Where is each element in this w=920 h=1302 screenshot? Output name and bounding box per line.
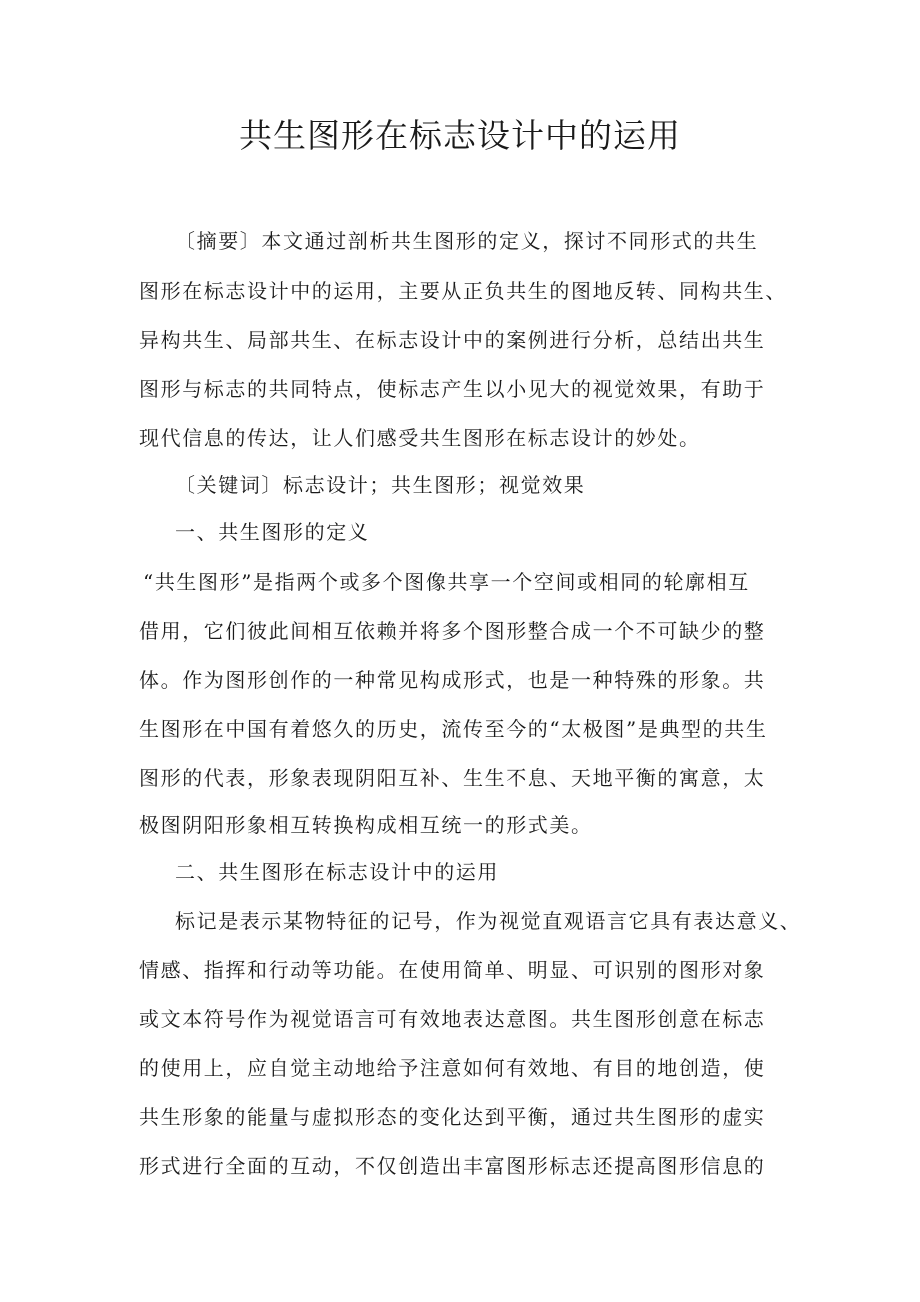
section-1-line-4: 生图形在中国有着悠久的历史，流传至今的“太极图”是典型的共生 <box>139 717 768 741</box>
abstract-line-1: 〔摘要〕本文通过剖析共生图形的定义，探讨不同形式的共生 <box>175 229 759 253</box>
document-title: 共生图形在标志设计中的运用 <box>239 116 681 155</box>
section-1-line-3: 体。作为图形创作的一种常见构成形式，也是一种特殊的形象。共 <box>139 668 766 692</box>
abstract-line-5: 现代信息的传达，让人们感受共生图形在标志设计的妙处。 <box>139 426 701 450</box>
section-2-line-4: 的使用上，应自觉主动地给予注意如何有效地、有目的地创造，使 <box>139 1056 766 1080</box>
abstract-line-3: 异构共生、局部共生、在标志设计中的案例进行分析，总结出共生 <box>139 328 766 352</box>
section-2-line-3: 或文本符号作为视觉语言可有效地表达意图。共生图形创意在标志 <box>139 1007 766 1031</box>
section-1-heading: 一、共生图形的定义 <box>175 520 370 544</box>
abstract-line-4: 图形与标志的共同特点，使标志产生以小见大的视觉效果，有助于 <box>139 377 766 401</box>
abstract-line-2: 图形在标志设计中的运用，主要从正负共生的图地反转、同构共生、 <box>139 279 787 303</box>
section-1-line-5: 图形的代表，形象表现阴阳互补、生生不息、天地平衡的寓意，太 <box>139 766 766 790</box>
keywords-line: 〔关键词〕标志设计；共生图形；视觉效果 <box>175 473 586 497</box>
section-1-line-2: 借用，它们彼此间相互依赖并将多个图形整合成一个不可缺少的整 <box>139 619 766 643</box>
section-2-line-5: 共生形象的能量与虚拟形态的变化达到平衡，通过共生图形的虚实 <box>139 1105 766 1129</box>
section-2-line-2: 情感、指挥和行动等功能。在使用简单、明显、可识别的图形对象 <box>139 958 766 982</box>
section-2-line-6: 形式进行全面的互动，不仅创造出丰富图形标志还提高图形信息的 <box>139 1154 766 1178</box>
section-2-line-1: 标记是表示某物特征的记号，作为视觉直观语言它具有表达意义、 <box>175 909 802 933</box>
section-1-line-1: “共生图形”是指两个或多个图像共享一个空间或相同的轮廓相互 <box>143 570 750 594</box>
section-1-line-6: 极图阴阳形象相互转换构成相互统一的形式美。 <box>139 813 593 837</box>
section-2-heading: 二、共生图形在标志设计中的运用 <box>175 860 499 884</box>
